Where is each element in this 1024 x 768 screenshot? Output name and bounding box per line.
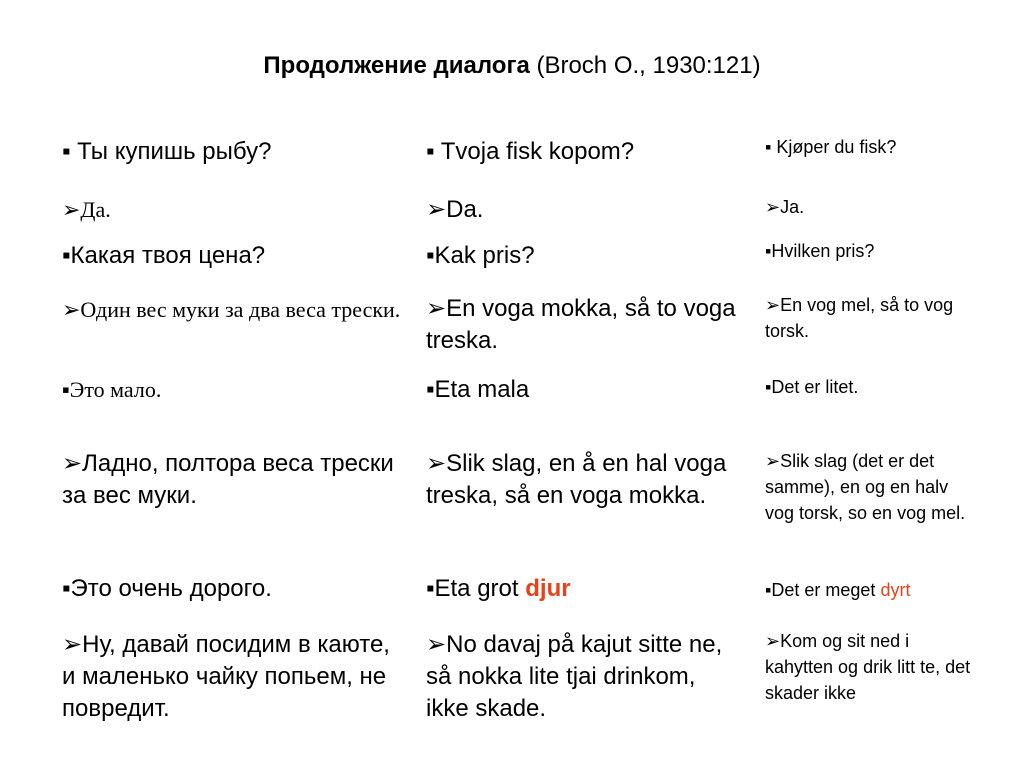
row-7-russenorsk-text: ▪Eta grot [426, 575, 526, 602]
row-8-russenorsk: ➢No davaj på kajut sitte ne, så nokka lite tjai drinkom, ikke skade. [426, 631, 723, 722]
title-bold: Продолжение диалога [263, 52, 530, 79]
row-7-norwegian-text: ▪Det er meget [765, 580, 881, 600]
row-2-russian: ➢Да. [62, 197, 111, 222]
row-3-russenorsk: ▪Kak pris? [426, 242, 535, 269]
row-3-norwegian: ▪Hvilken pris? [765, 241, 875, 261]
row-2-russenorsk: ➢Da. [426, 196, 484, 223]
row-6-norwegian: ➢Slik slag (det er det samme), en og en halv vog torsk, so en vog mel. [765, 451, 966, 523]
row-3-russian: ▪Какая твоя цена? [62, 242, 266, 269]
row-6-russian: ➢Ладно, полтора веса трески за вес муки. [62, 450, 394, 509]
row-1-russian: ▪ Ты купишь рыбу? [62, 138, 272, 165]
title-citation: (Broch O., 1930:121) [529, 52, 761, 79]
row-4-norwegian: ➢En vog mel, så to vog torsk. [765, 295, 954, 341]
row-4-russian: ➢Один вес муки за два веса трески. [62, 297, 401, 322]
row-7-russenorsk [426, 573, 741, 605]
row-8-norwegian: ➢Kom og sit ned i kahytten og drik litt te, det skader ikke [765, 631, 971, 703]
row-7-norwegian [765, 577, 975, 603]
slide-title [0, 52, 1024, 80]
row-6-russenorsk: ➢Slik slag, en å en hal voga treska, så en voga mokka. [426, 450, 727, 509]
row-8-russian: ➢Ну, давай посидим в каюте, и маленько чайку попьем, не повредит. [62, 631, 390, 722]
row-1-norwegian: ▪ Kjøper du fisk? [765, 137, 897, 157]
row-7-russenorsk-highlight: djur [525, 575, 571, 602]
row-1-russenorsk: ▪ Tvoja fisk kopom? [426, 138, 635, 165]
row-2-norwegian: ➢Ja. [765, 197, 805, 217]
row-5-norwegian: ▪Det er litet. [765, 377, 859, 397]
row-7-norwegian-highlight: dyrt [880, 580, 911, 600]
row-4-russenorsk: ➢En voga mokka, så to voga treska. [426, 295, 736, 354]
row-5-russenorsk: ▪Eta mala [426, 376, 530, 403]
row-5-russian: ▪Это мало. [62, 377, 162, 402]
row-7-russian: ▪Это очень дорого. [62, 575, 272, 602]
